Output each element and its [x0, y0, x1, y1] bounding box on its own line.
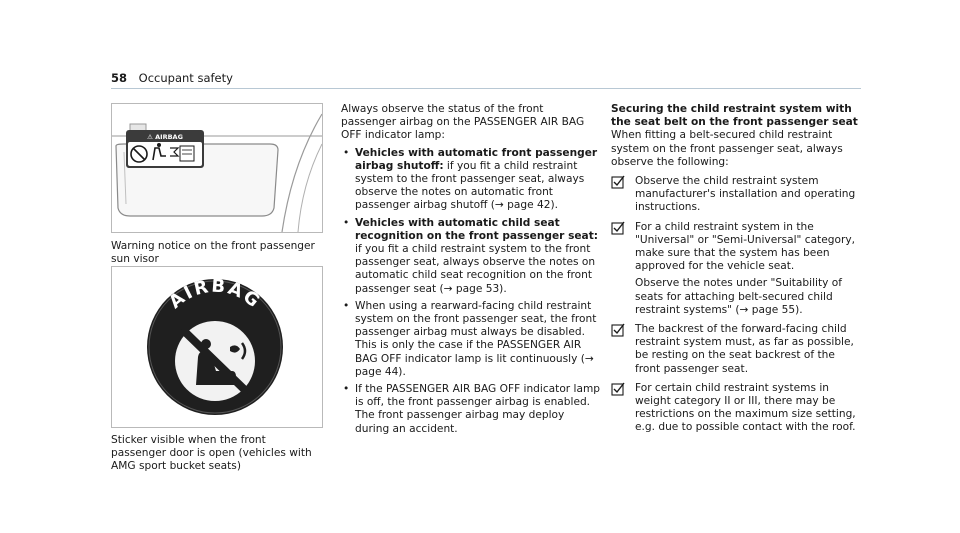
- checkbox-icon: [611, 221, 625, 235]
- col3-intro: When fitting a belt-secured child restraint system on the front passenger seat, always observe the following:: [611, 129, 843, 168]
- bullet-automatic-shutoff: • Vehicles with automatic front passenger airbag shutoff: if you fit a child restraint system to the front passenger seat, always observe the notes on automatic front passenger airbag shutoff (→ page 42).: [341, 147, 601, 213]
- check-item-universal-note: Observe the notes under "Suitability of seats for attaching belt-secured child restraint systems" (→ page 55).: [635, 277, 842, 316]
- bullet-rearward-facing: • When using a rearward-facing child restraint system on the front passenger seat, the front passenger airbag must always be disabled. This is only the case if the PASSENGER AIR BAG OFF indicator lamp is lit continuously (→ page 44).: [341, 300, 601, 379]
- checkbox-icon: [611, 175, 625, 189]
- checkbox-icon: [611, 382, 625, 396]
- header-rule: [111, 88, 861, 89]
- seat-belt-securing-column: [611, 103, 861, 435]
- checkbox-icon: [611, 323, 625, 337]
- sun-visor-illustration: [112, 104, 322, 232]
- section-title: Occupant safety: [138, 71, 233, 85]
- airbag-status-column: [341, 103, 601, 436]
- page-number: 58: [111, 71, 128, 85]
- page-header: [111, 71, 233, 85]
- sticker-caption: Sticker visible when the front passenger door is open (vehicles with AMG sport bucket seats): [111, 434, 312, 472]
- col2-intro: Always observe the status of the front passenger airbag on the PASSENGER AIR BAG OFF indicator lamp:: [341, 103, 585, 142]
- airbag-sticker-figure: [111, 266, 323, 428]
- check-item-weight-category: For certain child restraint systems in weight category II or III, there may be restrictions on the maximum size setting, e.g. due to possible contact with the roof.: [611, 382, 861, 435]
- check-item-manufacturer: Observe the child restraint system manufacturer's installation and operating instructions.: [611, 175, 861, 215]
- check-item-backrest: The backrest of the forward-facing child restraint system must, as far as possible, be resting on the seat backrest of the front passenger seat.: [611, 323, 861, 376]
- bullet-indicator-off: • If the PASSENGER AIR BAG OFF indicator lamp is off, the front passenger airbag is enabled. The front passenger airbag may deploy during an accident.: [341, 383, 601, 436]
- airbag-label-text: ⚠ AIRBAG: [147, 133, 183, 141]
- sun-visor-caption: Warning notice on the front passenger sun visor: [111, 240, 315, 265]
- bullet-child-seat-recognition: • Vehicles with automatic child seat recognition on the front passenger seat: if you fit a child restraint system to the front passenger seat, always observe the notes on automatic child seat recognition on the front passenger seat (→ page 53).: [341, 217, 601, 296]
- airbag-ring-text: AIRBAG: [164, 275, 265, 314]
- airbag-sticker-illustration: [112, 267, 322, 427]
- check-item-universal: For a child restraint system in the "Universal" or "Semi-Universal" category, make sure that the system has been approved for the vehicle seat.: [611, 221, 861, 274]
- sun-visor-figure: [111, 103, 323, 233]
- section-heading: Securing the child restraint system with the seat belt on the front passenger seat: [611, 103, 858, 129]
